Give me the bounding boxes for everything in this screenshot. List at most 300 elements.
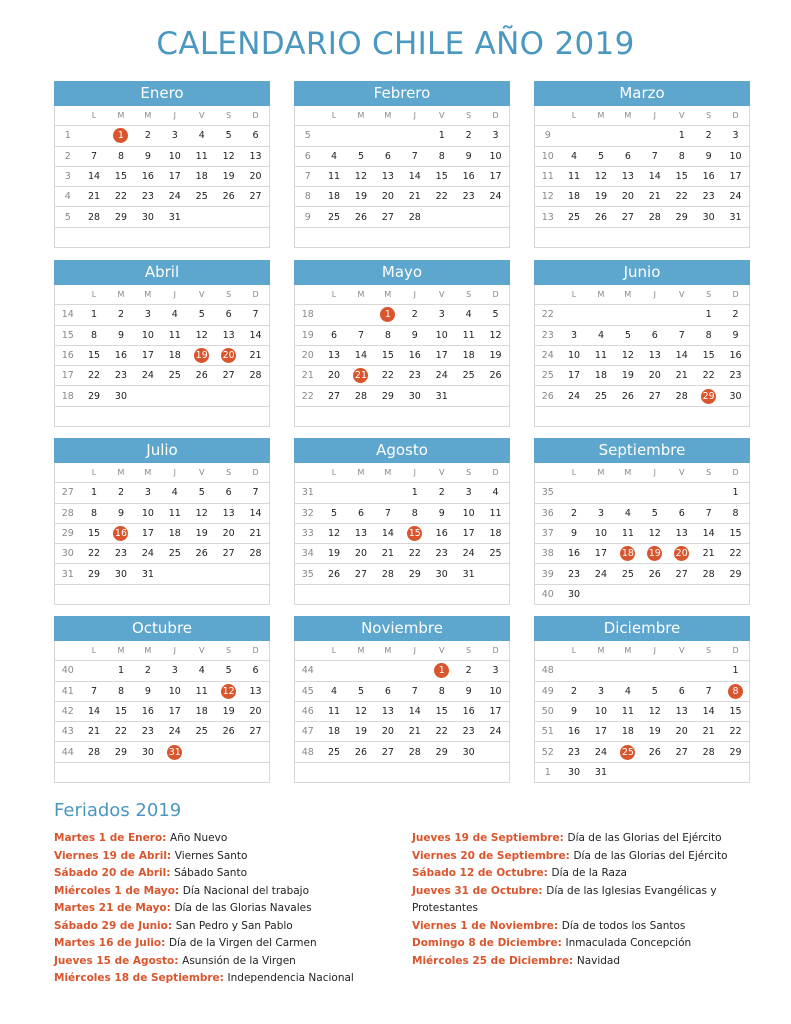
week-row [295,544,509,564]
day-cell: 15 [435,171,448,183]
month-title: Mayo [294,260,510,285]
week-row [295,763,509,783]
day-cell: 31 [435,390,448,402]
day-cell: 25 [195,726,208,738]
day-cell: 3 [732,130,739,142]
day-cell: 8 [438,685,445,697]
day-cell [242,564,269,583]
day-cell: 19 [222,706,235,718]
holiday-marker: 21 [354,370,367,382]
day-cell: 29 [87,568,101,580]
holiday-marker: 16 [114,528,127,540]
day-cell: 18 [168,528,181,540]
day-cell [188,564,215,583]
day-cell: 15 [702,350,715,362]
week-row [295,483,509,503]
day-cell: 7 [411,685,418,697]
day-cell: 17 [141,528,154,540]
day-cell: 10 [729,150,742,162]
day-cell: 20 [222,528,235,540]
day-cell [161,564,188,583]
weekday-label: L [571,646,577,656]
day-cell: 7 [252,487,259,499]
month-title: Abril [54,260,270,285]
week-number: 44 [61,746,74,758]
day-cell [588,228,615,247]
day-cell: 9 [411,329,418,341]
weekday-label: M [384,111,392,121]
week-row [55,126,269,146]
week-row [295,386,509,406]
day-cell: 24 [567,390,581,402]
day-cell [321,305,348,324]
day-cell [588,126,615,145]
day-cell: 26 [489,370,502,382]
weekday-label: J [413,290,416,300]
week-number: 43 [61,726,74,738]
day-cell: 10 [141,507,154,519]
day-cell: 8 [411,507,418,519]
day-cell [482,763,509,782]
weekday-label: D [252,646,259,656]
week-row [295,524,509,544]
week-row [535,742,749,762]
day-cell [242,763,269,782]
day-cell: 6 [252,665,259,677]
day-cell: 1 [117,665,124,677]
weekday-label: M [384,646,392,656]
day-cell: 22 [87,548,101,560]
week-row [535,366,749,386]
week-row [295,407,509,427]
week-number: 50 [541,706,554,718]
day-cell [614,661,641,680]
week-number [55,228,81,247]
weekday-header [535,106,749,126]
day-cell: 27 [222,370,235,382]
day-cell: 5 [357,685,364,697]
weekday-label: M [384,468,392,478]
day-cell [134,386,161,405]
day-cell: 14 [87,706,101,718]
week-row [55,682,269,702]
day-cell: 24 [435,370,448,382]
weekday-label: M [144,290,152,300]
week-row [535,126,749,146]
holiday-item [412,883,747,918]
day-cell: 24 [729,191,742,203]
day-cell: 9 [571,528,578,540]
day-cell [348,585,375,604]
day-cell: 9 [571,706,578,718]
day-cell: 26 [621,390,634,402]
day-cell: 20 [249,706,262,718]
day-cell [348,763,375,782]
day-cell: 5 [225,665,232,677]
weekday-header [55,106,269,126]
day-cell: 23 [462,726,475,738]
day-cell: 30 [141,746,154,758]
day-cell [321,407,348,426]
day-cell [668,228,695,247]
week-number: 4 [64,191,71,203]
holidays-list-right [412,830,747,970]
holiday-name: Sábado Santo [174,867,247,879]
weekday-label: V [438,468,445,478]
day-cell [242,742,269,761]
holiday-date: Jueves 15 de Agosto: [54,954,183,967]
day-cell: 10 [168,150,181,162]
month-enero [54,81,270,248]
weekday-label: V [438,111,445,121]
week-number: 18 [61,390,74,402]
day-cell: 27 [675,568,688,580]
day-cell: 6 [651,329,658,341]
week-number: 5 [64,211,71,223]
week-number: 6 [304,150,311,162]
day-cell [374,585,401,604]
day-cell [401,763,428,782]
holiday-marker: 1 [434,663,449,678]
day-cell [641,763,668,782]
week-number: 52 [541,746,554,758]
day-cell: 2 [732,309,739,321]
day-cell: 1 [705,309,712,321]
day-cell: 10 [435,329,448,341]
day-cell [428,407,455,426]
day-cell: 13 [621,171,634,183]
week-number: 48 [541,665,554,677]
day-cell: 21 [408,191,421,203]
day-cell [108,407,135,426]
day-cell: 27 [648,390,661,402]
weekday-label: D [252,111,259,121]
day-cell [108,585,135,604]
day-cell: 11 [168,507,181,519]
weekday-label: M [597,646,605,656]
day-cell: 4 [624,685,631,697]
day-cell: 12 [222,150,235,162]
day-cell: 8 [732,507,739,519]
day-cell [134,585,161,604]
day-cell [614,126,641,145]
day-cell: 3 [492,130,499,142]
day-cell [614,544,641,563]
day-cell: 11 [621,706,634,718]
day-cell: 6 [384,685,391,697]
holiday-name: Día de la Virgen del Carmen [168,937,317,949]
day-cell: 17 [489,171,502,183]
holiday-name: Día de las Iglesias Evangélicas y Protestantes [412,884,717,914]
day-cell: 2 [465,130,472,142]
holiday-date: Viernes 1 de Noviembre: [412,919,562,932]
day-cell: 7 [411,150,418,162]
holiday-name: Día de la Raza [551,867,627,879]
weekday-label: S [466,646,472,656]
day-cell: 2 [117,487,124,499]
day-cell [134,407,161,426]
week-number: 30 [61,548,74,560]
week-number: 27 [61,487,74,499]
week-number [295,228,321,247]
weekday-label: S [706,646,712,656]
day-cell: 27 [381,211,394,223]
day-cell: 10 [594,706,607,718]
weekday-label: S [466,468,472,478]
weekday-label: M [624,468,632,478]
month-title: Noviembre [294,616,510,641]
holiday-marker: 8 [728,684,743,699]
day-cell: 14 [702,706,715,718]
day-cell: 9 [144,685,151,697]
day-cell: 24 [141,548,154,560]
weekday-label: D [492,468,499,478]
day-cell: 22 [702,370,715,382]
day-cell: 20 [621,191,634,203]
day-cell [695,763,722,782]
day-cell: 17 [141,350,154,362]
day-cell: 7 [91,150,98,162]
day-cell [81,228,108,247]
day-cell: 9 [465,685,472,697]
day-cell [374,228,401,247]
day-cell: 21 [381,548,394,560]
day-cell [641,483,668,502]
day-cell [668,483,695,502]
day-cell: 4 [597,329,604,341]
day-cell: 5 [198,487,205,499]
day-cell: 22 [381,370,394,382]
day-cell [348,126,375,145]
week-row [55,167,269,187]
day-cell [561,126,588,145]
day-cell [428,763,455,782]
day-cell [641,407,668,426]
weekday-label: L [331,646,337,656]
day-cell: 21 [408,726,421,738]
week-row [295,722,509,742]
weekday-header [535,285,749,305]
holiday-name: Asunsión de la Virgen [182,954,296,967]
week-row [295,661,509,681]
weekday-label: J [173,111,176,121]
day-cell [401,524,428,543]
week-number: 23 [541,329,554,341]
day-cell: 16 [114,350,127,362]
week-row [55,207,269,227]
weekday-label: J [173,468,176,478]
week-number: 14 [61,309,74,321]
week-row [55,326,269,346]
day-cell: 13 [222,329,235,341]
week-number: 1 [64,130,71,142]
day-cell: 28 [675,390,688,402]
weekday-label: L [571,468,577,478]
day-cell: 25 [327,211,341,223]
weekday-label: D [492,290,499,300]
day-cell: 3 [571,329,578,341]
day-cell: 7 [678,329,685,341]
day-cell: 27 [354,568,367,580]
day-cell [321,661,348,680]
month-title: Julio [54,438,270,463]
month-days-grid [294,641,510,783]
day-cell: 22 [435,191,448,203]
day-cell: 6 [331,329,338,341]
day-cell [188,742,215,761]
day-cell: 28 [249,548,262,560]
day-cell: 16 [462,171,475,183]
day-cell: 20 [675,726,688,738]
day-cell: 1 [678,130,685,142]
day-cell [561,483,588,502]
week-number: 34 [301,548,314,560]
month-abril [54,260,270,427]
weekday-label: M [597,111,605,121]
day-cell [321,483,348,502]
day-cell [188,228,215,247]
day-cell: 24 [594,568,607,580]
day-cell: 12 [195,329,208,341]
day-cell: 24 [489,726,502,738]
week-number: 40 [541,588,554,600]
day-cell: 30 [567,766,581,778]
week-row [295,305,509,325]
day-cell: 3 [597,685,604,697]
week-number: 36 [541,507,554,519]
day-cell: 19 [489,350,502,362]
day-cell [428,207,455,226]
holiday-item [54,830,384,848]
holiday-name: Inmaculada Concepción [565,937,692,949]
day-cell [722,228,749,247]
weekday-header [295,106,509,126]
month-days-grid [534,285,750,427]
day-cell: 12 [354,706,367,718]
day-cell: 28 [354,390,367,402]
holiday-name: Viernes Santo [174,849,248,862]
week-row [295,187,509,207]
day-cell [374,763,401,782]
day-cell: 2 [438,487,445,499]
week-number: 40 [61,665,74,677]
week-number: 10 [541,150,554,162]
day-cell: 12 [594,171,607,183]
day-cell: 17 [489,706,502,718]
day-cell [614,585,641,604]
day-cell: 9 [465,150,472,162]
weekday-label: M [624,111,632,121]
day-cell: 14 [408,706,421,718]
month-title: Marzo [534,81,750,106]
day-cell: 28 [249,370,262,382]
week-row [55,147,269,167]
weekday-label: J [653,111,656,121]
weekday-label: J [653,468,656,478]
day-cell [374,407,401,426]
week-number: 44 [301,665,314,677]
day-cell: 20 [648,370,661,382]
day-cell [188,207,215,226]
day-cell: 12 [489,329,502,341]
week-row [55,407,269,427]
day-cell [188,386,215,405]
weekday-label: S [466,290,472,300]
week-number-header [55,285,81,304]
holiday-marker: 15 [408,528,421,540]
week-number: 49 [541,685,554,697]
weekday-label: L [91,646,97,656]
month-title: Febrero [294,81,510,106]
day-cell: 2 [465,665,472,677]
weekday-label: J [413,468,416,478]
day-cell: 10 [594,528,607,540]
weekday-label: L [91,468,97,478]
day-cell: 29 [381,390,394,402]
day-cell: 9 [117,329,124,341]
day-cell: 16 [567,548,581,560]
day-cell: 4 [331,150,338,162]
day-cell: 2 [117,309,124,321]
holiday-date: Jueves 19 de Septiembre: [412,832,568,844]
week-number [535,407,561,426]
week-number [295,763,321,782]
day-cell: 31 [462,568,475,580]
day-cell: 30 [408,390,421,402]
week-number-header [295,463,321,482]
week-row [295,167,509,187]
day-cell: 21 [702,548,715,560]
day-cell: 25 [489,548,502,560]
day-cell: 21 [87,191,101,203]
day-cell: 8 [705,329,712,341]
weekday-label: D [732,111,739,121]
day-cell: 5 [357,150,364,162]
day-cell: 25 [168,548,181,560]
day-cell [455,585,482,604]
day-cell: 8 [91,329,98,341]
day-cell: 6 [357,507,364,519]
day-cell: 14 [249,507,262,519]
week-row [295,126,509,146]
day-cell: 22 [408,548,421,560]
day-cell: 18 [489,528,502,540]
day-cell: 11 [489,507,502,519]
month-marzo [534,81,750,248]
day-cell: 27 [381,746,394,758]
day-cell: 20 [249,171,262,183]
weekday-header [535,463,749,483]
weekday-label: M [117,111,125,121]
weekday-label: M [384,290,392,300]
day-cell: 29 [114,746,127,758]
day-cell: 19 [354,726,367,738]
week-number-header [535,463,561,482]
day-cell: 10 [168,685,181,697]
week-number: 39 [541,568,554,580]
day-cell [455,407,482,426]
weekday-header [295,463,509,483]
day-cell: 17 [435,350,448,362]
week-number [55,585,81,604]
day-cell: 25 [621,568,634,580]
holiday-item [54,935,384,953]
week-row [295,585,509,605]
day-cell: 18 [195,706,208,718]
day-cell [482,228,509,247]
day-cell: 3 [171,130,178,142]
week-row [55,228,269,248]
